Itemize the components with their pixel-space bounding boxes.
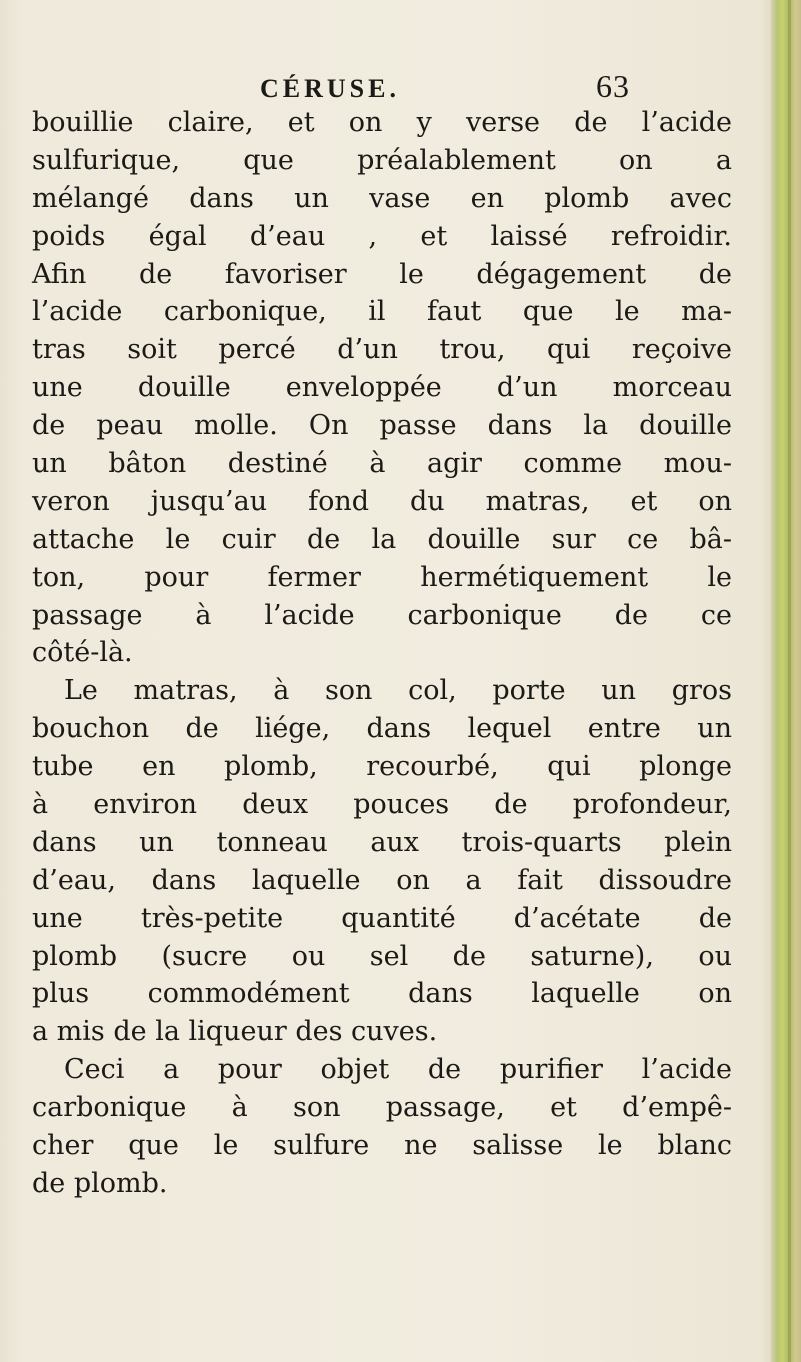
text-line: bouchon de liége, dans lequel entre un <box>32 713 732 745</box>
text-line: une très-petite quantité d’acétate de <box>32 902 732 934</box>
text-line: plus commodément dans laquelle on <box>32 978 732 1010</box>
text-line: de plomb. <box>32 1167 168 1199</box>
page-number: 63 <box>596 68 630 104</box>
text-line: attache le cuir de la douille sur ce bâ- <box>32 523 732 555</box>
text-line: de peau molle. On passe dans la douille <box>32 410 732 442</box>
text-line: bouillie claire, et on y verse de l’acide <box>32 107 732 138</box>
text-line: tras soit percé d’un trou, qui reçoive <box>32 334 732 366</box>
text-line: Le matras, à son col, porte un gros <box>64 675 732 707</box>
text-line: carbonique à son passage, et d’empê- <box>32 1092 732 1124</box>
text-line: tube en plomb, recourbé, qui plonge <box>32 751 732 783</box>
body-text <box>32 104 732 1203</box>
text-line: un bâton destiné à agir comme mou- <box>32 448 732 480</box>
text-line: d’eau, dans laquelle on a fait dissoudre <box>32 864 732 896</box>
text-line: Afin de favoriser le dégagement de <box>32 258 732 290</box>
text-line: à environ deux pouces de profondeur, <box>32 789 732 821</box>
text-line: passage à l’acide carbonique de ce <box>32 599 732 631</box>
text-line: plomb (sucre ou sel de saturne), ou <box>32 940 732 972</box>
text-line: l’acide carbonique, il faut que le ma- <box>32 296 732 328</box>
text-line: dans un tonneau aux trois-quarts plein <box>32 826 732 858</box>
page-edge-stripe <box>788 0 791 1362</box>
text-line: ton, pour fermer hermétiquement le <box>32 561 732 593</box>
running-head: CÉRUSE. <box>260 74 400 103</box>
text-line: mélangé dans un vase en plomb avec <box>32 182 732 214</box>
text-line: a mis de la liqueur des cuves. <box>32 1016 438 1048</box>
text-line: côté-là. <box>32 637 133 669</box>
text-line: veron jusqu’au fond du matras, et on <box>32 485 732 517</box>
text-line: cher que le sulfure ne salisse le blanc <box>32 1130 732 1162</box>
text-line: Ceci a pour objet de purifier l’acide <box>64 1054 732 1086</box>
text-line: une douille enveloppée d’un morceau <box>32 372 732 404</box>
text-line: poids égal d’eau , et laissé refroidir. <box>32 220 732 252</box>
text-line: sulfurique, que préalablement on a <box>32 144 732 176</box>
page-edge <box>771 0 801 1362</box>
